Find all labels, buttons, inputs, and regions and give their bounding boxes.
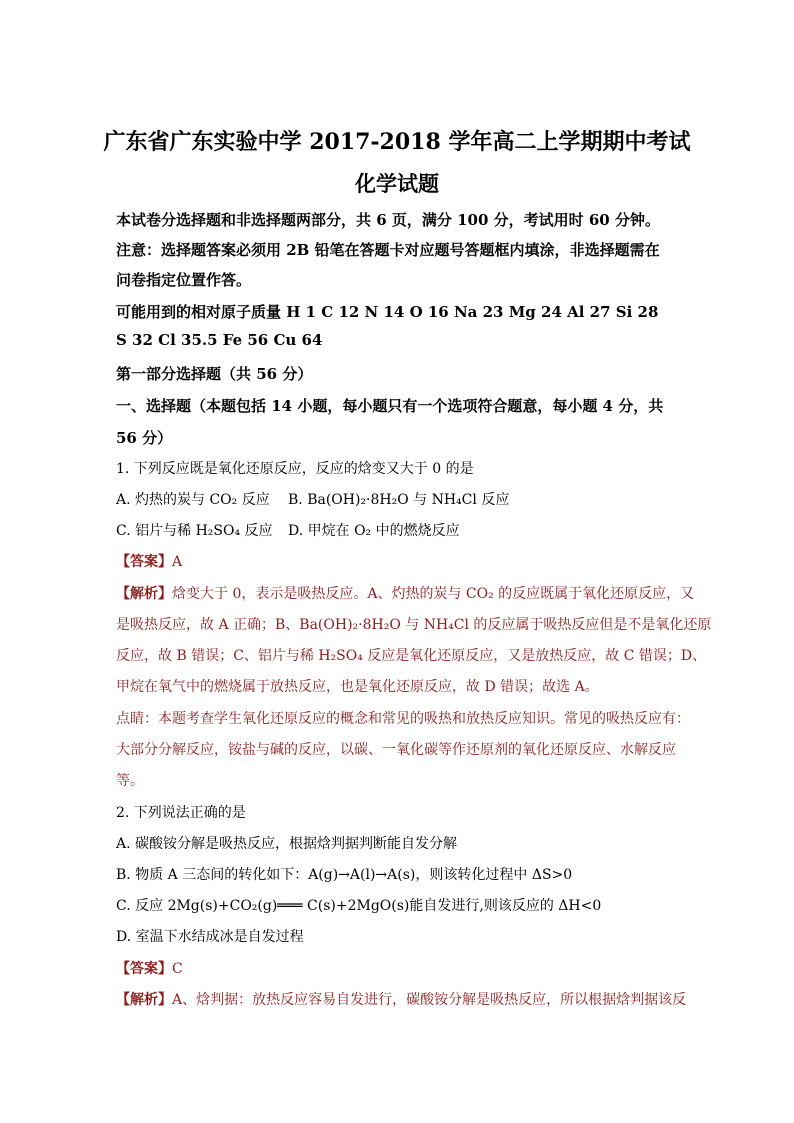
analysis-tag: 【解析】 [116, 586, 172, 602]
question-1-point-line: 等。 [116, 773, 144, 789]
section-instruction: 56 分） [116, 429, 173, 447]
question-1-option-b: B. Ba(OH)₂·8H₂O 与 NH₄Cl 反应 [288, 492, 510, 508]
question-2-analysis-line [116, 989, 686, 1009]
question-2-option-a: A. 碳酸铵分解是吸热反应，根据焓判据判断能自发分解 [116, 836, 458, 852]
answer-value: C [172, 961, 183, 977]
analysis-tag: 【解析】 [116, 992, 172, 1008]
analysis-text: A、焓判据：放热反应容易自发进行，碳酸铵分解是吸热反应，所以根据焓判据该反 [172, 992, 687, 1008]
intro-line: 注意：选择题答案必须用 2B 铅笔在答题卡对应题号答题框内填涂，非选择题需在 [116, 241, 660, 259]
answer-tag: 【答案】 [116, 961, 172, 977]
question-1-analysis-line [116, 583, 694, 603]
question-1-point-line: 大部分分解反应，铵盐与碱的反应，以碳、一氧化碳等作还原剂的氧化还原反应、水解反应 [116, 742, 676, 758]
question-2-option-b: B. 物质 A 三态间的转化如下：A(g)→A(l)→A(s)，则该转化过程中 ΔS>0 [116, 867, 573, 883]
answer-tag: 【答案】 [116, 554, 172, 570]
question-1-answer [116, 551, 182, 571]
question-1-analysis-line: 反应，故 B 错误；C、铝片与稀 H₂SO₄ 反应是氧化还原反应，又是放热反应，故 C 错误；D、 [116, 648, 707, 664]
section-heading: 第一部分选择题（共 56 分） [116, 365, 313, 383]
question-2-answer [116, 958, 183, 978]
question-1-option-a: A. 灼热的炭与 CO₂ 反应 [116, 492, 270, 508]
answer-value: A [172, 554, 183, 570]
section-instruction: 一、选择题（本题包括 14 小题，每小题只有一个选项符合题意，每小题 4 分，共 [116, 397, 664, 415]
question-2-option-c: C. 反应 2Mg(s)+CO₂(g)═══ C(s)+2MgO(s)能自发进行,则该反应的 ΔH<0 [116, 898, 602, 914]
question-1-point-line: 点睛：本题考查学生氧化还原反应的概念和常见的吸热和放热反应知识。常见的吸热反应有： [116, 711, 690, 727]
question-1-option-d: D. 甲烷在 O₂ 中的燃烧反应 [288, 523, 460, 539]
question-1-option-c: C. 铝片与稀 H₂SO₄ 反应 [116, 523, 273, 539]
atomic-mass-line: 可能用到的相对原子质量 H 1 C 12 N 14 O 16 Na 23 Mg 24 Al 27 Si 28 [116, 303, 659, 321]
question-1-analysis-line: 是吸热反应，故 A 正确；B、Ba(OH)₂·8H₂O 与 NH₄Cl 的反应属于吸热反应但是不是氧化还原 [116, 617, 712, 633]
question-1-stem: 1. 下列反应既是氧化还原反应，反应的焓变又大于 0 的是 [116, 461, 474, 477]
intro-line: 问卷指定位置作答。 [116, 271, 252, 289]
question-2-stem: 2. 下列说法正确的是 [116, 805, 246, 821]
page-subtitle: 化学试题 [355, 171, 439, 196]
intro-line: 本试卷分选择题和非选择题两部分，共 6 页，满分 100 分，考试用时 60 分钟。 [116, 211, 660, 229]
question-2-option-d: D. 室温下水结成冰是自发过程 [116, 929, 304, 945]
atomic-mass-line: S 32 Cl 35.5 Fe 56 Cu 64 [116, 331, 323, 349]
question-1-analysis-line: 甲烷在氧气中的燃烧属于放热反应，也是氧化还原反应，故 D 错误；故选 A。 [116, 679, 599, 695]
page-title: 广东省广东实验中学 2017-2018 学年高二上学期期中考试 [103, 129, 691, 155]
analysis-text: 焓变大于 0，表示是吸热反应。A、灼热的炭与 CO₂ 的反应既属于氧化还原反应，又 [172, 586, 695, 602]
